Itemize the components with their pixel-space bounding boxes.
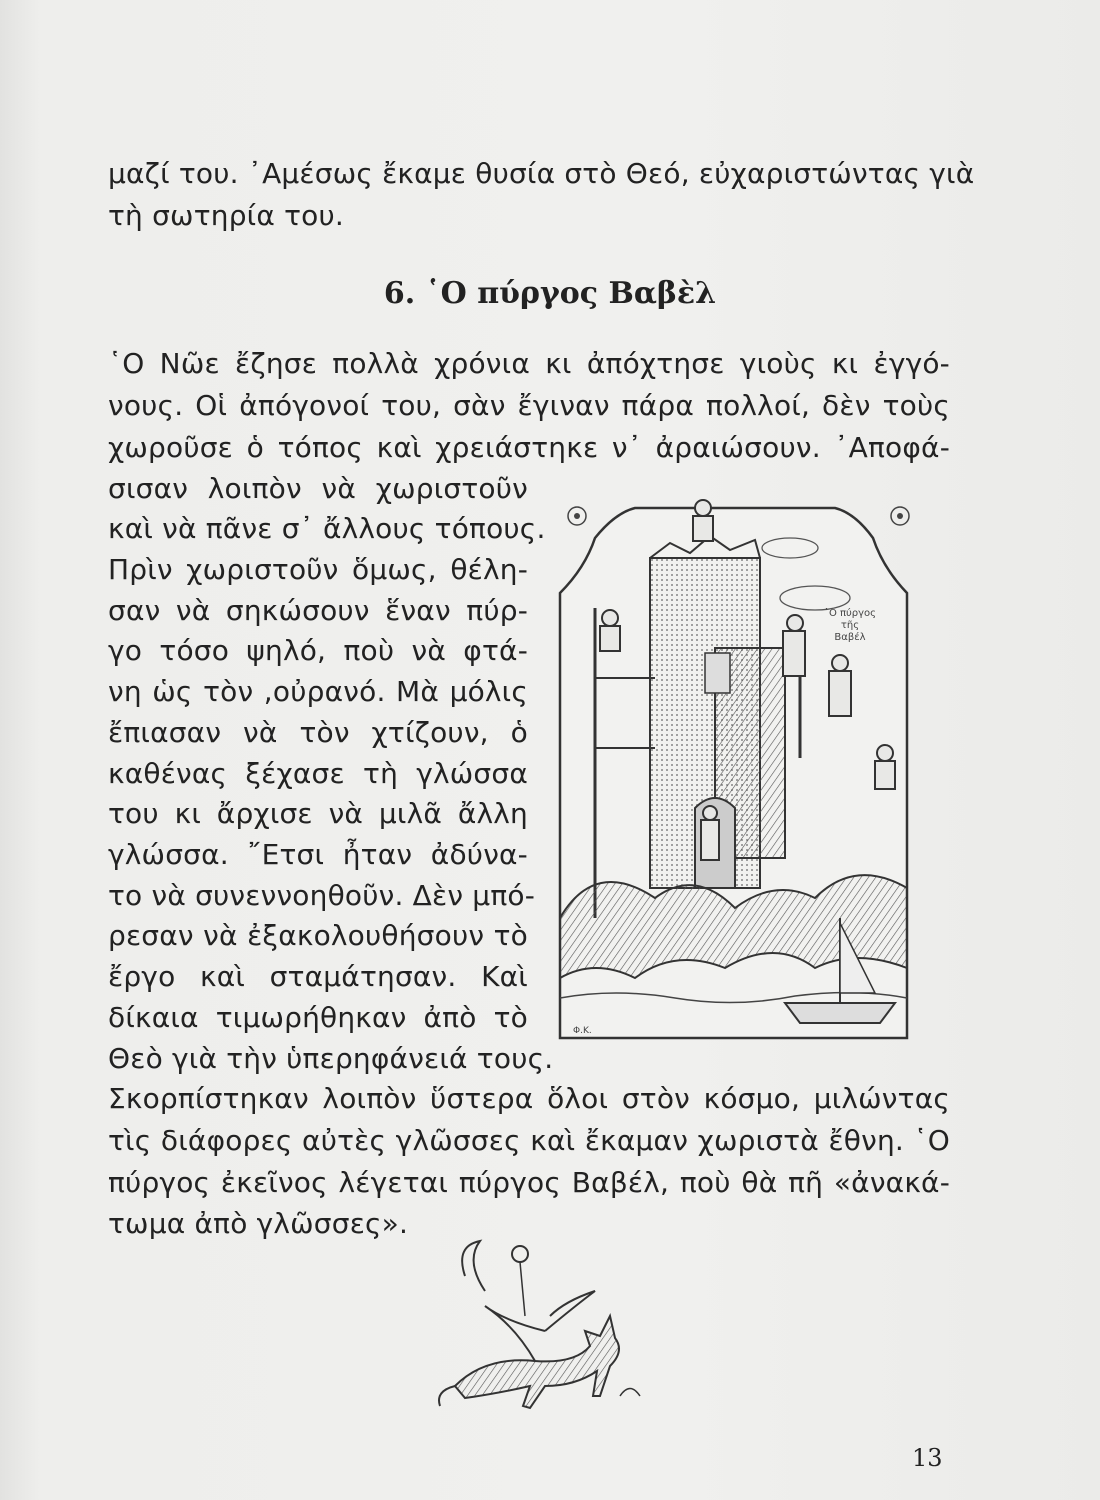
narrow-line: γο τόσο ψηλό, ποὺ νὰ φτά- <box>108 634 528 667</box>
narrow-line: ρεσαν νὰ ἐξακολουθήσουν τὸ <box>108 919 528 952</box>
illustration-caption-3: Βαβέλ <box>834 632 866 643</box>
narrow-line: καθένας ξέχασε τὴ γλώσσα <box>108 757 528 790</box>
rosette-left-icon <box>568 507 586 525</box>
narrow-line: νη ὡς τὸν ,οὐρανό. Μὰ μόλις <box>108 675 528 708</box>
rosette-right-icon <box>891 507 909 525</box>
section-heading: 6. ῾Ο πύργος Βαβὲλ <box>383 276 717 311</box>
narrow-line: ἔργο καὶ σταμάτησαν. Καὶ <box>108 960 528 993</box>
narrow-line: σισαν λοιπὸν νὰ χωριστοῦν <box>108 472 528 505</box>
fox-creature-icon <box>425 1236 665 1416</box>
paragraph-line-bottom-2: τὶς διάφορες αὐτὲς γλῶσσες καὶ ἔκαμαν χωριστὰ ἔθνη. ῾Ο <box>108 1124 950 1157</box>
page-number: 13 <box>912 1444 943 1472</box>
narrow-line: γλώσσα. ῎Ετσι ἦταν ἀδύνα- <box>108 838 528 871</box>
narrow-line: δίκαια τιμωρήθηκαν ἀπὸ τὸ <box>108 1001 528 1034</box>
intro-line-1: μαζί του. ᾽Αμέσως ἔκαμε θυσία στὸ Θεό, εὐχαριστώντας γιὰ <box>108 157 975 190</box>
paragraph-line-bottom-4: τωμα ἀπὸ γλῶσσες». <box>108 1207 409 1240</box>
narrow-line: ἔπιασαν νὰ τὸν χτίζουν, ὁ <box>108 716 528 749</box>
narrow-line: του κι ἄρχισε νὰ μιλᾶ ἄλλη <box>108 797 528 830</box>
intro-line-2: τὴ σωτηρία του. <box>108 199 344 232</box>
paragraph-line-1: ῾Ο Νῶε ἔζησε πολλὰ χρόνια κι ἀπόχτησε γιοὺς κι ἐγγό- <box>108 347 950 380</box>
paragraph-line-bottom-3: πύργος ἐκεῖνος λέγεται πύργος Βαβέλ, ποὺ θὰ πῆ «ἀνακά- <box>108 1166 950 1199</box>
narrow-line: Θεὸ γιὰ τὴν ὑπερηφάνειά τους. <box>108 1042 554 1075</box>
paragraph-line-3: χωροῦσε ὁ τόπος καὶ χρειάστηκε ν᾽ ἀραιώσουν. ᾽Αποφά- <box>108 431 950 464</box>
narrow-line: Πρὶν χωριστοῦν ὅμως, θέλη- <box>108 553 528 586</box>
narrow-line: καὶ νὰ πᾶνε σ᾽ ἄλλους τόπους. <box>108 512 546 545</box>
paragraph-line-bottom-1: Σκορπίστηκαν λοιπὸν ὕστερα ὅλοι στὸν κόσμο, μιλώντας <box>108 1082 950 1115</box>
paragraph-line-2: νους. Οἱ ἀπόγονοί του, σὰν ἔγιναν πάρα πολλοί, δὲν τοὺς <box>108 389 950 422</box>
narrow-line: σαν νὰ σηκώσουν ἕναν πύρ- <box>108 594 528 627</box>
illustration-caption-1: ῾Ο πύργος <box>823 608 877 619</box>
illustration-caption-2: τῆς <box>840 620 860 631</box>
tower-of-babel-illustration <box>555 498 915 1043</box>
illustrator-signature: Φ.Κ. <box>573 1026 592 1036</box>
narrow-line: το νὰ συνεννοηθοῦν. Δὲν μπό- <box>108 879 536 912</box>
